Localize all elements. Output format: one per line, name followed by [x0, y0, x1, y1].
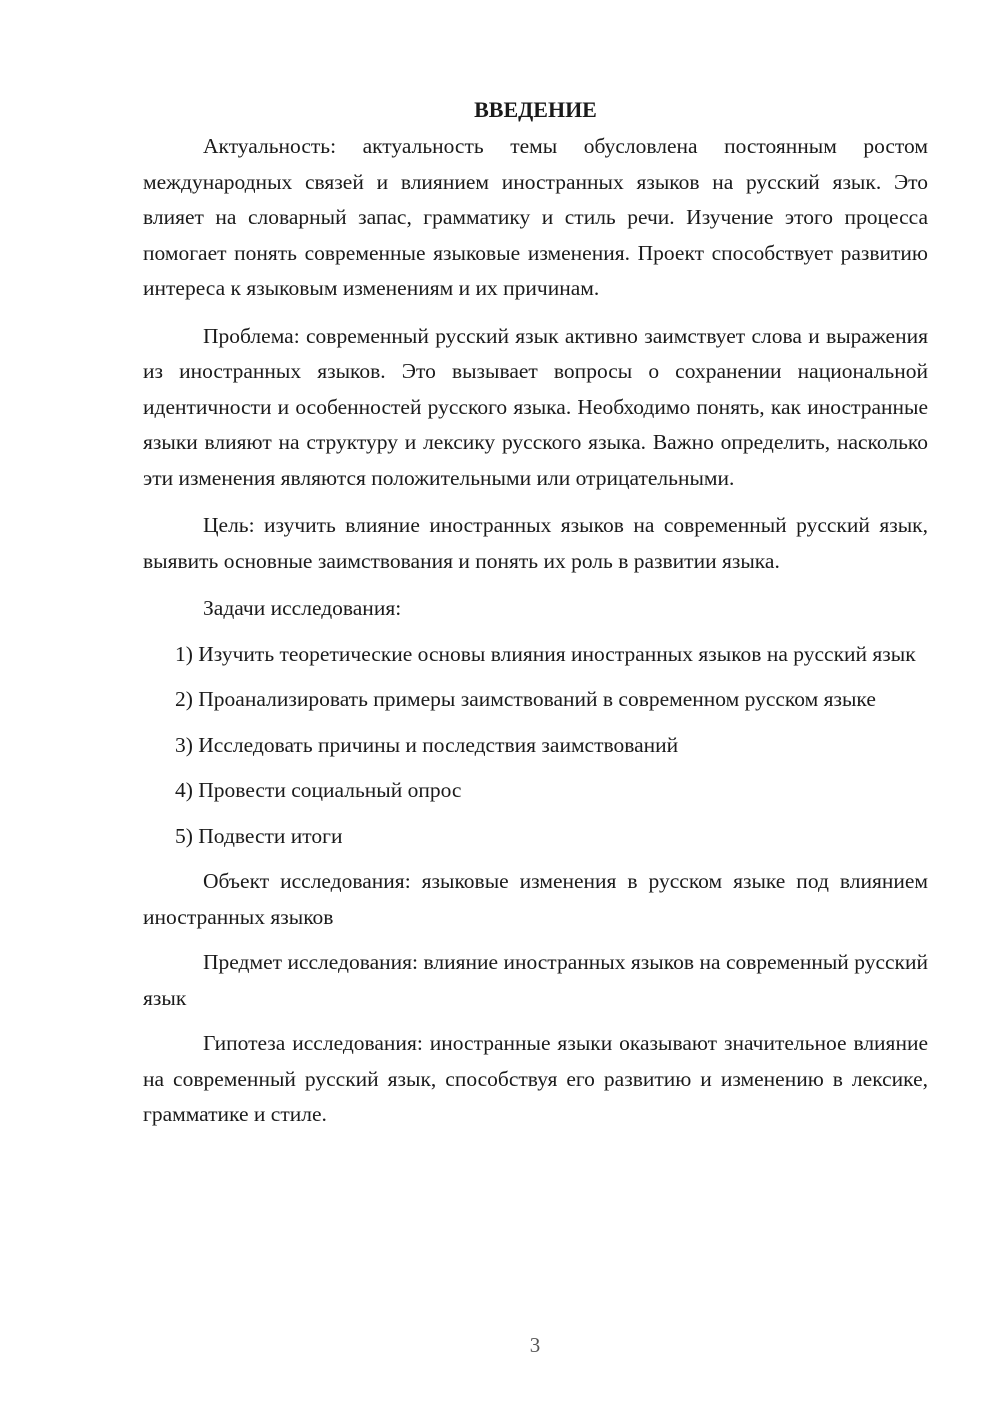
relevance-paragraph: Актуальность: актуальность темы обусловлена постоянным ростом международных связей и влиянием иностранных языков на русский язык. Это влияет на словарный запас, грамматику и стиль речи. Изучение этого процесса помогает понять современные языковые изменения. Проект способствует развитию интереса к языковым изменениям и их причинам. — [143, 134, 928, 300]
task-item-3: 3) Исследовать причины и последствия заимствований — [175, 732, 679, 757]
object-paragraph: Объект исследования: языковые изменения в русском языке под влиянием иностранных языков — [143, 869, 928, 929]
task-item-4: 4) Провести социальный опрос — [175, 778, 462, 802]
page-number: 3 — [529, 1333, 541, 1357]
task-item-2: 2) Проанализировать примеры заимствований в современном русском языке — [175, 687, 876, 711]
problem-paragraph: Проблема: современный русский язык активно заимствует слова и выражения из иностранных языков. Это вызывает вопросы о сохранении национальной идентичности и особенностей русского языка. Необходимо понять, как иностранные языки влияют на структуру и лексику русского языка. Важно определить, насколько эти изменения являются положительными или отрицательными. — [143, 323, 928, 490]
subject-paragraph: Предмет исследования: влияние иностранных языков на современный русский язык — [143, 950, 928, 1010]
document-page — [143, 95, 928, 1133]
task-item-1: 1) Изучить теоретические основы влияния иностранных языков на русский язык — [175, 641, 916, 666]
hypothesis-paragraph: Гипотеза исследования: иностранные языки оказывают значительное влияние на современный русский язык, способствуя его развитию и изменению в лексике, грамматике и стиле. — [143, 1031, 928, 1126]
task-item-5: 5) Подвести итоги — [175, 823, 343, 848]
section-heading: ВВЕДЕНИЕ — [474, 97, 597, 122]
tasks-title: Задачи исследования: — [203, 596, 402, 620]
goal-paragraph: Цель: изучить влияние иностранных языков на современный русский язык, выявить основные заимствования и понять их роль в развитии языка. — [143, 513, 928, 573]
